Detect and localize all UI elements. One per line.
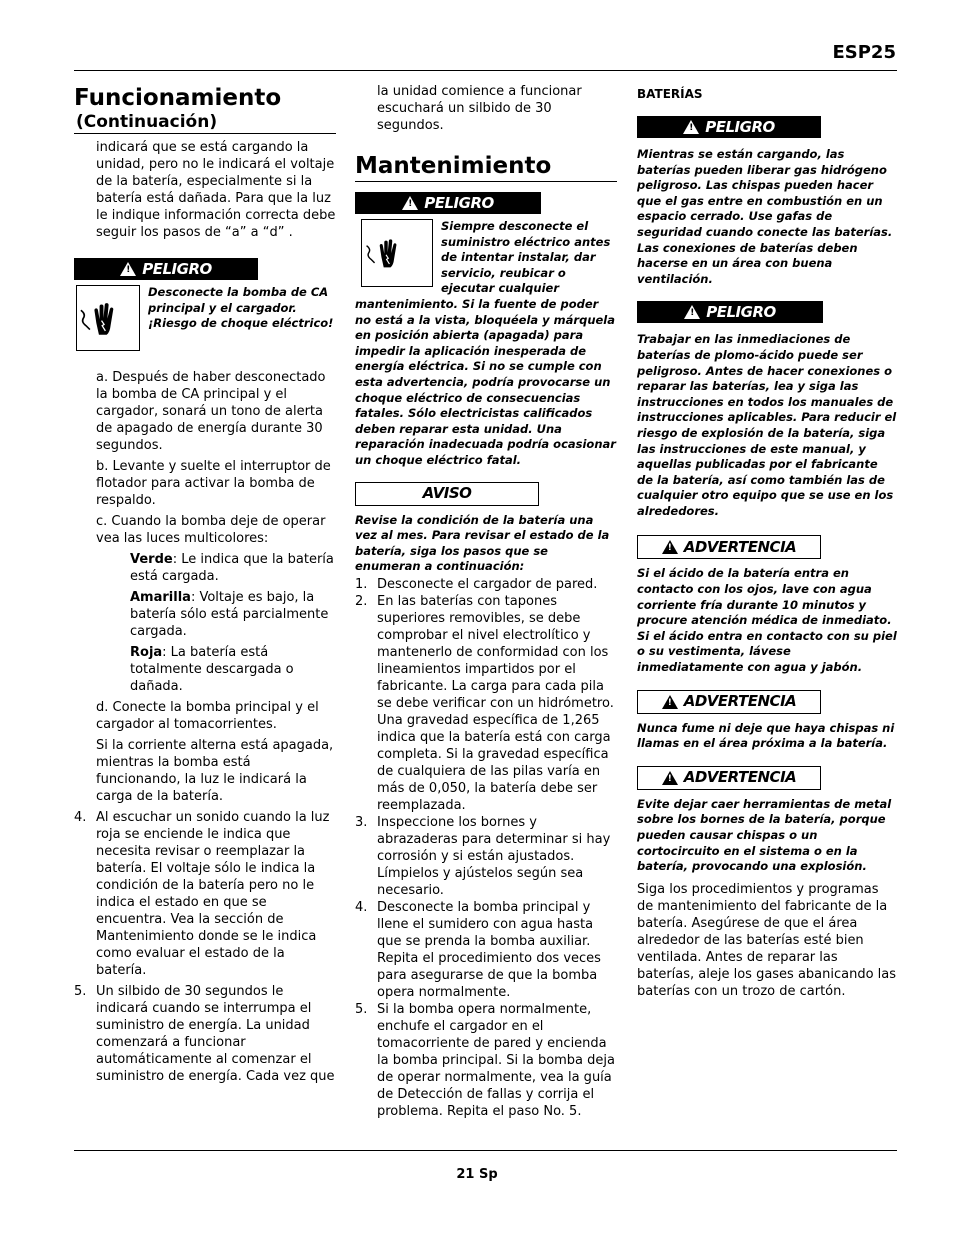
- section-title-funcionamiento: Funcionamiento: [74, 85, 282, 111]
- list-item-number: 4.: [355, 899, 368, 915]
- warning-triangle-icon: !: [402, 196, 418, 210]
- warning-text-acid: Si el ácido de la batería entra en contacto con los ojos, lave con agua corriente fría durante 10 minutos y procure atención médica de inmediato. Si el ácido entra en contacto con su piel o su vestimenta, lávese inmediatamente con agua y jabón.: [637, 566, 897, 675]
- list-item-number: 5.: [355, 1001, 368, 1017]
- electric-shock-hand-icon: [361, 219, 433, 287]
- notice-text: Revise la condición de la batería una vez al mes. Para revisar el estado de la batería, siga los pasos que se enumeran a continuación:: [355, 512, 610, 574]
- warning-banner: [637, 766, 821, 790]
- batteries-heading: BATERÍAS: [637, 87, 703, 101]
- danger-banner: [74, 258, 258, 280]
- model-number: ESP25: [832, 42, 896, 63]
- list-item: [74, 809, 336, 979]
- list-item-text: Desconecte la bomba principal y llene el sumidero con agua hasta que se prenda la bomba auxiliar. Repita el procedimiento dos veces para asegurarse de que la bomba opera normalmente.: [377, 899, 601, 1000]
- warning-banner: [637, 535, 821, 559]
- warning-label: ADVERTENCIA: [683, 537, 797, 556]
- light-amarilla-label: Amarilla: [130, 590, 191, 605]
- ac-paragraph: Si la corriente alterna está apagada, mientras la bomba está funcionando, la luz le indicará la carga de la batería.: [96, 738, 334, 804]
- column-1: [74, 82, 336, 1089]
- notice-banner: [355, 482, 539, 506]
- intro-paragraph: indicará que se está cargando la unidad, pero no le indicará el voltaje de la batería, especialmente si la batería está dañada. Para que la luz le indique información correcta debe seguir los pasos de “a” a “d” .: [96, 140, 336, 240]
- footer-rule: [74, 1150, 897, 1151]
- danger-banner: [355, 192, 541, 214]
- continued-paragraph: la unidad comience a funcionar escuchará un silbido de 30 segundos.: [377, 84, 582, 133]
- danger-banner: [637, 301, 823, 323]
- list-item-text: Un silbido de 30 segundos le indicará cuando se interrumpa el suministro de energía. La unidad comenzará a funcionar automáticamente al comenzar el suministro de energía. Cada vez que: [96, 984, 335, 1084]
- step-a: a. Después de haber desconectado la bomba de CA principal y el cargador, sonará un tono de alerta de apagado de energía durante 30 segundos.: [96, 370, 326, 453]
- danger-label: PELIGRO: [706, 302, 776, 321]
- warning-triangle-icon: !: [684, 305, 700, 319]
- light-roja-text: : La batería está totalmente descargada o dañada.: [130, 645, 294, 694]
- danger-box-shock: [74, 258, 336, 353]
- light-roja: [74, 644, 336, 695]
- danger-text-shock: Desconecte la bomba de CA principal y el cargador. ¡Riesgo de choque eléctrico!: [148, 285, 334, 331]
- list-item-text: Inspeccione los bornes y abrazaderas para determinar si hay corrosión y si están ajustados. Límpielos y ajústelos según sea necesario.: [377, 814, 611, 898]
- list-item: [355, 899, 617, 1001]
- warning-triangle-icon: !: [662, 540, 678, 554]
- list-item-text: Si la bomba opera normalmente, enchufe el cargador en el tomacorriente de pared y encienda la bomba principal. Si la bomba deja de operar normalmente, vea la guía de Detección de fallas y corrija el problema. Repita el paso No. 5.: [377, 1001, 615, 1119]
- danger-box-maintenance: [355, 192, 617, 469]
- warning-box-acid: [637, 535, 897, 675]
- list-item: [355, 814, 617, 899]
- page-number: 21 Sp: [456, 1167, 498, 1182]
- danger-box-hydrogen: [637, 116, 897, 287]
- danger-label: PELIGRO: [705, 117, 775, 136]
- list-item-text: Al escuchar un sonido cuando la luz roja se enciende le indica que necesita revisar o reemplazar la batería. El voltaje sólo le indica la condición de la batería pero no le indica el estado en que se encuentra. Vea la sección de Mantenimiento donde se le indica como evaluar el estado de la batería.: [96, 810, 330, 978]
- section-title-mantenimiento: Mantenimiento: [355, 152, 617, 182]
- column-3: [637, 86, 897, 1004]
- warning-box-tools: [637, 766, 897, 875]
- list-item-number: 5.: [74, 984, 87, 999]
- danger-label: PELIGRO: [142, 259, 212, 278]
- light-verde-text: : Le indica que la batería está cargada.: [130, 552, 334, 584]
- danger-text-maintenance: Siempre desconecte el suministro eléctrico antes de intentar instalar, dar servicio, reubicar o ejecutar cualquier mantenimiento. Si la fuente de poder no está a la vista, bloquéela y márquela en posición abierta (apagada) para impedir la aplicación inesperada de energía eléctrica. Si no se cumple con esta advertencia, podría provocarse un choque eléctrico de consecuencias fatales. Sólo electricistas calificados deben reparar esta unidad. Una reparación inadecuada podría ocasionar un choque eléctrico fatal.: [355, 219, 616, 467]
- list-item: [355, 1001, 617, 1120]
- warning-triangle-icon: !: [120, 262, 136, 276]
- step-d: d. Conecte la bomba principal y el cargador al tomacorrientes.: [96, 700, 319, 732]
- light-amarilla-text: : Voltaje es bajo, la batería sólo está parcialmente cargada.: [130, 590, 329, 639]
- step-c: c. Cuando la bomba deje de operar vea las luces multicolores:: [96, 514, 326, 546]
- list-item: [355, 593, 617, 814]
- notice-box: [355, 482, 617, 575]
- electric-shock-hand-icon: [76, 285, 140, 351]
- light-roja-label: Roja: [130, 645, 163, 660]
- danger-text-hydrogen: Mientras se están cargando, las baterías pueden liberar gas hidrógeno peligroso. Las chispas pueden hacer que el gas entre en combustión en un espacio cerrado. Use gafas de seguridad cuando conecte las baterías. Las conexiones de baterías deben hacerse en un área con buena ventilación.: [637, 147, 893, 286]
- warning-box-smoking: [637, 690, 897, 752]
- list-item: [355, 576, 617, 593]
- list-item-number: 4.: [74, 810, 87, 825]
- section-title-rule: [74, 112, 336, 134]
- warning-label: ADVERTENCIA: [683, 692, 797, 711]
- list-item-text: En las baterías con tapones superiores removibles, se debe comprobar el nivel electrolítico y mantenerlo de conformidad con los lineamientos impartidos por el fabricante. La carga para cada pila se debe verificar con un hidrómetro. Una gravedad específica de 1,265 indica que la batería está con carga completa. Si la gravedad específica de cualquiera de las pilas varía en más de 0,050, la batería debe ser reemplazada.: [377, 593, 614, 813]
- list-item-text: Desconecte el cargador de pared.: [377, 576, 598, 592]
- column-2: [355, 83, 617, 1120]
- warning-banner: [637, 690, 821, 714]
- warning-triangle-icon: !: [662, 695, 678, 709]
- light-verde-label: Verde: [130, 552, 173, 567]
- warning-triangle-icon: !: [662, 771, 678, 785]
- light-amarilla: [74, 589, 336, 640]
- warning-text-smoking: Nunca fume ni deje que haya chispas ni llamas en el área próxima a la batería.: [637, 720, 895, 751]
- danger-box-lead-acid: [637, 301, 897, 519]
- section-subtitle: (Continuación): [76, 112, 218, 132]
- warning-text-tools: Evite dejar caer herramientas de metal sobre los bornes de la batería, porque pueden causar chispas o un cortocircuito en el sistema o en la batería, provocando una explosión.: [637, 796, 892, 874]
- closing-paragraph: Siga los procedimientos y programas de mantenimiento del fabricante de la batería. Asegúrese de que el área alrededor de las baterías esté bien ventilada. Antes de reparar las baterías, aleje los gases abanicando las baterías con un trozo de cartón.: [637, 881, 897, 999]
- header-rule: [74, 70, 897, 71]
- danger-banner: [637, 116, 821, 138]
- list-item: [74, 983, 336, 1085]
- danger-label: PELIGRO: [424, 193, 494, 212]
- list-item-number: 2.: [355, 593, 368, 609]
- warning-triangle-icon: !: [683, 120, 699, 134]
- notice-label: AVISO: [422, 484, 472, 502]
- step-b: b. Levante y suelte el interruptor de flotador para activar la bomba de respaldo.: [96, 459, 331, 508]
- warning-label: ADVERTENCIA: [683, 768, 797, 787]
- maintenance-steps-list: [355, 576, 617, 1120]
- danger-text-lead-acid: Trabajar en las inmediaciones de baterías de plomo-ácido puede ser peligroso. Antes de hacer conexiones o reparar las baterías, lea y siga las instrucciones en todos los manuales de instrucciones aplicables. Para reducir el riesgo de explosión de la batería, siga las instrucciones de este manual, y aquellas publicadas por el fabricante de la batería, así como también las de cualquier otro equipo que se use en los alrededores.: [637, 332, 897, 518]
- list-item-number: 3.: [355, 814, 368, 830]
- light-verde: [74, 551, 336, 585]
- list-item-number: 1.: [355, 576, 368, 592]
